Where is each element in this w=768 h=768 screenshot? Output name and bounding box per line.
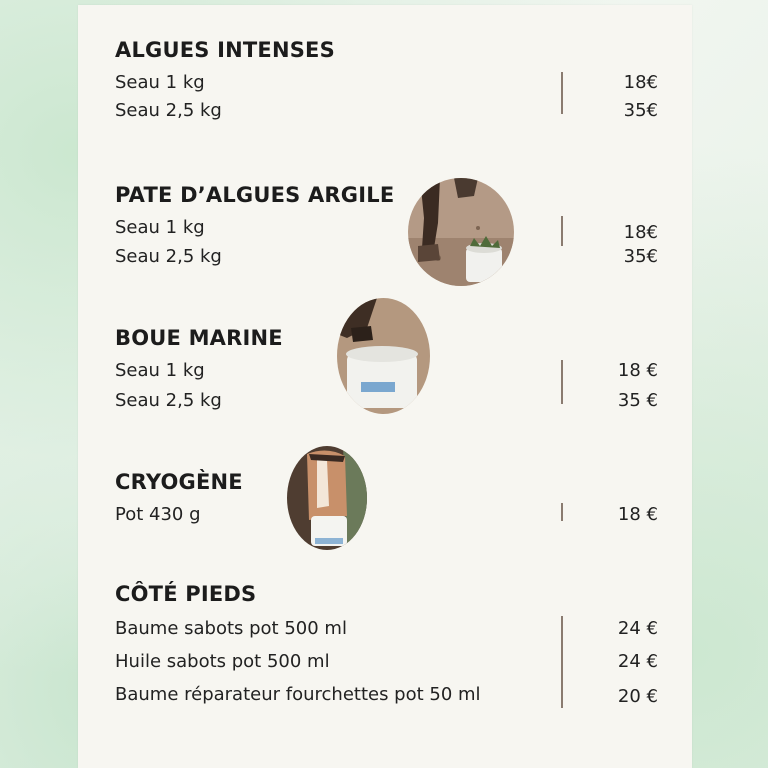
section-title-pate-algues-argile: PATE D’ALGUES ARGILE [115,183,395,207]
item-price: 35€ [623,100,658,121]
item-label: Seau 2,5 kg [115,246,222,267]
price-divider [561,360,563,404]
item-label: Huile sabots pot 500 ml [115,651,330,672]
price-divider [561,503,563,521]
item-price: 20 € [617,686,658,707]
item-price: 24 € [617,618,658,639]
item-price: 18€ [623,72,658,93]
item-label: Seau 2,5 kg [115,100,222,121]
horse-hoof-with-bucket-photo [408,178,514,286]
section-title-algues-intenses: ALGUES INTENSES [115,38,335,62]
item-price: 24 € [617,651,658,672]
section-title-cote-pieds: CÔTÉ PIEDS [115,582,257,606]
item-label: Seau 1 kg [115,360,205,381]
horse-with-pot-photo [287,446,367,550]
item-price: 18 € [617,360,658,381]
item-label: Seau 1 kg [115,72,205,93]
item-price: 35 € [617,390,658,411]
mud-bucket-photo [337,298,430,414]
item-price: 18 € [617,504,658,525]
price-divider [561,616,563,708]
item-label: Baume réparateur fourchettes pot 50 ml [115,684,481,705]
item-price: 35€ [623,246,658,267]
price-divider [561,72,563,114]
section-title-cryogene: CRYOGÈNE [115,470,243,494]
price-divider [561,216,563,246]
item-label: Baume sabots pot 500 ml [115,618,347,639]
item-label: Pot 430 g [115,504,201,525]
item-price: 18€ [623,222,658,243]
item-label: Seau 2,5 kg [115,390,222,411]
item-label: Seau 1 kg [115,217,205,238]
section-title-boue-marine: BOUE MARINE [115,326,283,350]
